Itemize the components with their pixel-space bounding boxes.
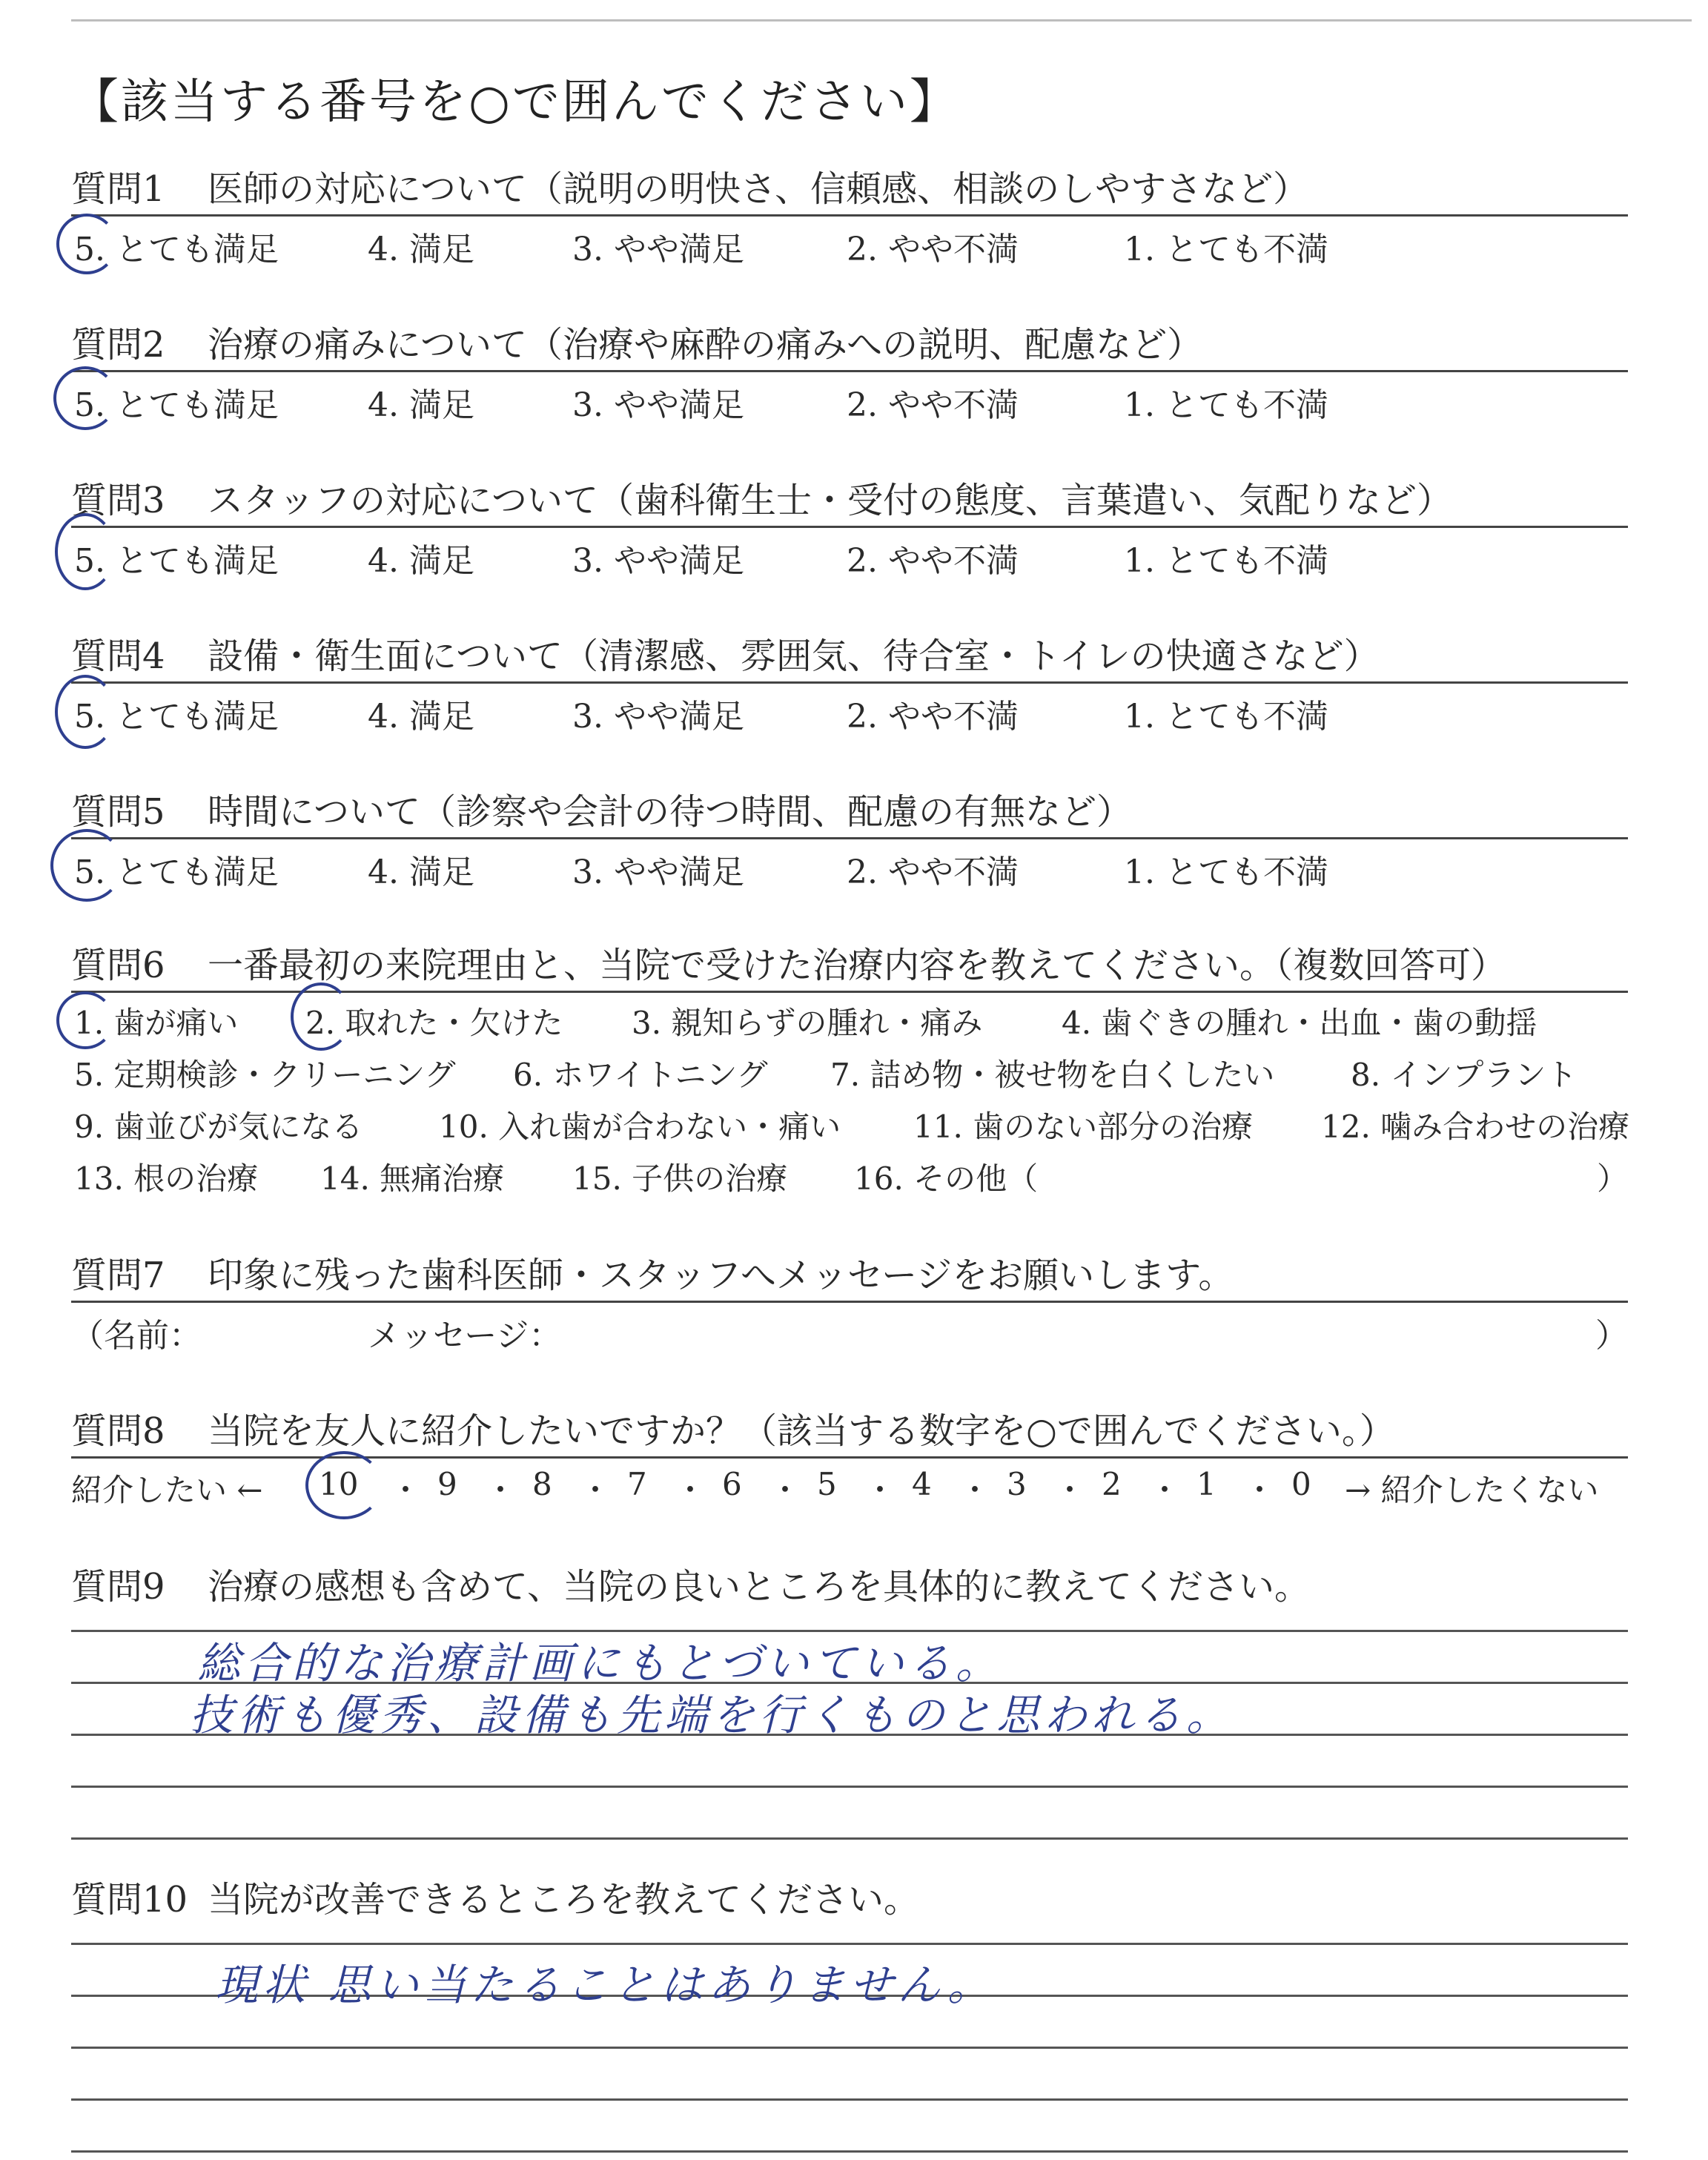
- scale-dot: ・: [1244, 1472, 1276, 1508]
- scale-dot: ・: [1149, 1472, 1181, 1508]
- question-text: 当院を友人に紹介したいですか？（該当する数字を○で囲んでください。）: [208, 1410, 1395, 1452]
- option-3[interactable]: 3. やや満足: [572, 542, 744, 580]
- scale-left-label: 紹介したい ←: [71, 1472, 263, 1508]
- reason-option[interactable]: 8. インプラント: [1351, 1057, 1578, 1093]
- selection-circle: [291, 982, 351, 1051]
- question-2: [71, 323, 1628, 424]
- reason-option[interactable]: 7. 詰め物・被せ物を白くしたい: [830, 1057, 1275, 1093]
- question-text: 設備・衛生面について（清潔感、雰囲気、待合室・トイレの快適さなど）: [208, 635, 1380, 677]
- question-10: [71, 1877, 1628, 1925]
- question-text: 治療の感想も含めて、当院の良いところを具体的に教えてください。: [208, 1566, 1311, 1608]
- option-1[interactable]: 1. とても不満: [1124, 853, 1328, 891]
- option-5[interactable]: 5. とても満足: [74, 542, 279, 580]
- rating-options: [71, 217, 1628, 268]
- question-number: 質問5: [71, 791, 165, 833]
- question-text: 当院が改善できるところを教えてください。: [208, 1879, 920, 1920]
- reason-option[interactable]: 12. 噛み合わせの治療: [1321, 1109, 1630, 1145]
- handwritten-answer[interactable]: 技術も優秀、設備も先端を行くものと思われる。: [190, 1690, 1234, 1740]
- scale-dot: ・: [959, 1472, 991, 1508]
- scale-dot: ・: [390, 1472, 422, 1508]
- question-number: 質問3: [71, 480, 165, 521]
- option-5[interactable]: 5. とても満足: [74, 231, 279, 268]
- scale-dot: ・: [580, 1472, 612, 1508]
- scale-right-label: → 紹介したくない: [1345, 1472, 1599, 1508]
- option-1[interactable]: 1. とても不満: [1124, 231, 1328, 268]
- option-4[interactable]: 4. 満足: [368, 542, 474, 580]
- option-1[interactable]: 1. とても不満: [1124, 386, 1328, 424]
- question-number: 質問7: [71, 1255, 165, 1296]
- rating-options: [71, 839, 1628, 891]
- scale-dot: ・: [864, 1472, 896, 1508]
- option-2[interactable]: 2. やや不満: [847, 853, 1019, 891]
- message-fields: [71, 1303, 1628, 1355]
- question-9: [71, 1565, 1628, 1612]
- reason-option[interactable]: 10. 入れ歯が合わない・痛い: [439, 1109, 841, 1145]
- rating-options: [71, 684, 1628, 736]
- answer-line: [71, 2047, 1628, 2049]
- answer-line: [71, 1786, 1628, 1788]
- question-3: [71, 478, 1628, 580]
- question-text: 印象に残った歯科医師・スタッフへメッセージをお願いします。: [208, 1255, 1234, 1296]
- other-close-paren: ）: [1596, 1160, 1628, 1197]
- question-6: [71, 943, 1628, 1200]
- reason-option[interactable]: 4. 歯ぐきの腫れ・出血・歯の動揺: [1062, 1005, 1537, 1041]
- scale-value-3[interactable]: 3: [1007, 1466, 1027, 1502]
- selection-circle: [55, 675, 116, 749]
- message-field-label[interactable]: メッセージ：: [368, 1317, 562, 1355]
- reason-option[interactable]: 11. 歯のない部分の治療: [913, 1109, 1254, 1145]
- scale-dot: ・: [485, 1472, 517, 1508]
- handwritten-answer[interactable]: 現状 思い当たることはありません。: [215, 1960, 995, 2010]
- reason-option[interactable]: 1. 歯が痛い: [74, 1005, 239, 1041]
- option-4[interactable]: 4. 満足: [368, 386, 474, 424]
- selection-circle: [50, 829, 123, 902]
- answer-line: [71, 1943, 1628, 1945]
- selection-circle: [53, 366, 117, 430]
- question-text: スタッフの対応について（歯科衛生士・受付の態度、言葉遣い、気配りなど）: [208, 480, 1453, 521]
- question-number: 質問2: [71, 324, 165, 366]
- handwritten-answer[interactable]: 総合的な治療計画にもとづいている。: [197, 1638, 1003, 1688]
- question-text: 治療の痛みについて（治療や麻酔の痛みへの説明、配慮など）: [208, 324, 1203, 366]
- question-text: 一番最初の来院理由と、当院で受けた治療内容を教えてください。（複数回答可）: [208, 945, 1507, 986]
- selection-circle: [305, 1451, 383, 1519]
- question-7: [71, 1253, 1628, 1355]
- reason-option[interactable]: 9. 歯並びが気になる: [74, 1109, 363, 1145]
- scale-value-8[interactable]: 8: [532, 1466, 552, 1502]
- reason-option[interactable]: 6. ホワイトニング: [513, 1057, 768, 1093]
- answer-line: [71, 2150, 1628, 2153]
- question-number: 質問10: [71, 1879, 188, 1920]
- message-close-paren: ）: [1595, 1317, 1628, 1355]
- scale-dot: ・: [675, 1472, 706, 1508]
- question-number: 質問1: [71, 168, 165, 210]
- option-2[interactable]: 2. やや不満: [847, 698, 1019, 736]
- rating-options: [71, 528, 1628, 580]
- scale-value-1[interactable]: 1: [1196, 1466, 1217, 1502]
- option-1[interactable]: 1. とても不満: [1124, 542, 1328, 580]
- reason-option[interactable]: 2. 取れた・欠けた: [305, 1005, 563, 1041]
- scale-value-9[interactable]: 9: [437, 1466, 457, 1502]
- reason-option[interactable]: 3. 親知らずの腫れ・痛み: [632, 1005, 983, 1041]
- option-5[interactable]: 5. とても満足: [74, 853, 279, 891]
- option-1[interactable]: 1. とても不満: [1124, 698, 1328, 736]
- top-rule: [71, 19, 1692, 22]
- recommend-scale: [71, 1459, 1628, 1510]
- scale-dot: ・: [769, 1472, 801, 1508]
- selection-circle: [56, 991, 114, 1049]
- question-number: 質問6: [71, 945, 165, 986]
- question-text: 時間について（診察や会計の待つ時間、配慮の有無など）: [208, 791, 1133, 833]
- question-1: [71, 167, 1628, 268]
- scale-value-4[interactable]: 4: [912, 1466, 932, 1502]
- option-2[interactable]: 2. やや不満: [847, 542, 1019, 580]
- question-number: 質問8: [71, 1410, 165, 1452]
- answer-line: [71, 2098, 1628, 2101]
- reason-options: [71, 993, 1628, 1200]
- option-5[interactable]: 5. とても満足: [74, 386, 279, 424]
- reason-option[interactable]: 15. 子供の治療: [572, 1160, 788, 1197]
- scale-value-6[interactable]: 6: [722, 1466, 742, 1502]
- scale-dot: ・: [1054, 1472, 1086, 1508]
- reason-option[interactable]: 13. 根の治療: [74, 1160, 259, 1197]
- scale-value-2[interactable]: 2: [1102, 1466, 1122, 1502]
- question-8: [71, 1409, 1628, 1510]
- option-4[interactable]: 4. 満足: [368, 698, 474, 736]
- option-3[interactable]: 3. やや満足: [572, 231, 744, 268]
- option-3[interactable]: 3. やや満足: [572, 698, 744, 736]
- rating-options: [71, 372, 1628, 424]
- reason-option[interactable]: 5. 定期検診・クリーニング: [74, 1057, 456, 1093]
- question-5: [71, 790, 1628, 891]
- question-text: 医師の対応について（説明の明快さ、信頼感、相談のしやすさなど）: [208, 168, 1309, 210]
- option-5[interactable]: 5. とても満足: [74, 698, 279, 736]
- answer-line: [71, 1837, 1628, 1840]
- selection-circle: [56, 214, 117, 274]
- question-4: [71, 634, 1628, 736]
- scale-value-5[interactable]: 5: [817, 1466, 837, 1502]
- reason-option-other[interactable]: 16. その他（: [854, 1160, 1039, 1197]
- option-2[interactable]: 2. やや不満: [847, 386, 1019, 424]
- question-number: 質問9: [71, 1566, 165, 1608]
- option-2[interactable]: 2. やや不満: [847, 231, 1019, 268]
- scale-value-7[interactable]: 7: [627, 1466, 647, 1502]
- option-3[interactable]: 3. やや満足: [572, 853, 744, 891]
- option-4[interactable]: 4. 満足: [368, 231, 474, 268]
- question-number: 質問4: [71, 635, 165, 677]
- option-3[interactable]: 3. やや満足: [572, 386, 744, 424]
- page-title: 【該当する番号を○で囲んでください】: [71, 75, 959, 130]
- option-4[interactable]: 4. 満足: [368, 853, 474, 891]
- name-field-label[interactable]: （名前：: [71, 1317, 202, 1355]
- scale-value-10[interactable]: 10: [319, 1466, 359, 1502]
- scale-value-0[interactable]: 0: [1291, 1466, 1311, 1502]
- selection-circle: [55, 513, 116, 590]
- reason-option[interactable]: 14. 無痛治療: [320, 1160, 505, 1197]
